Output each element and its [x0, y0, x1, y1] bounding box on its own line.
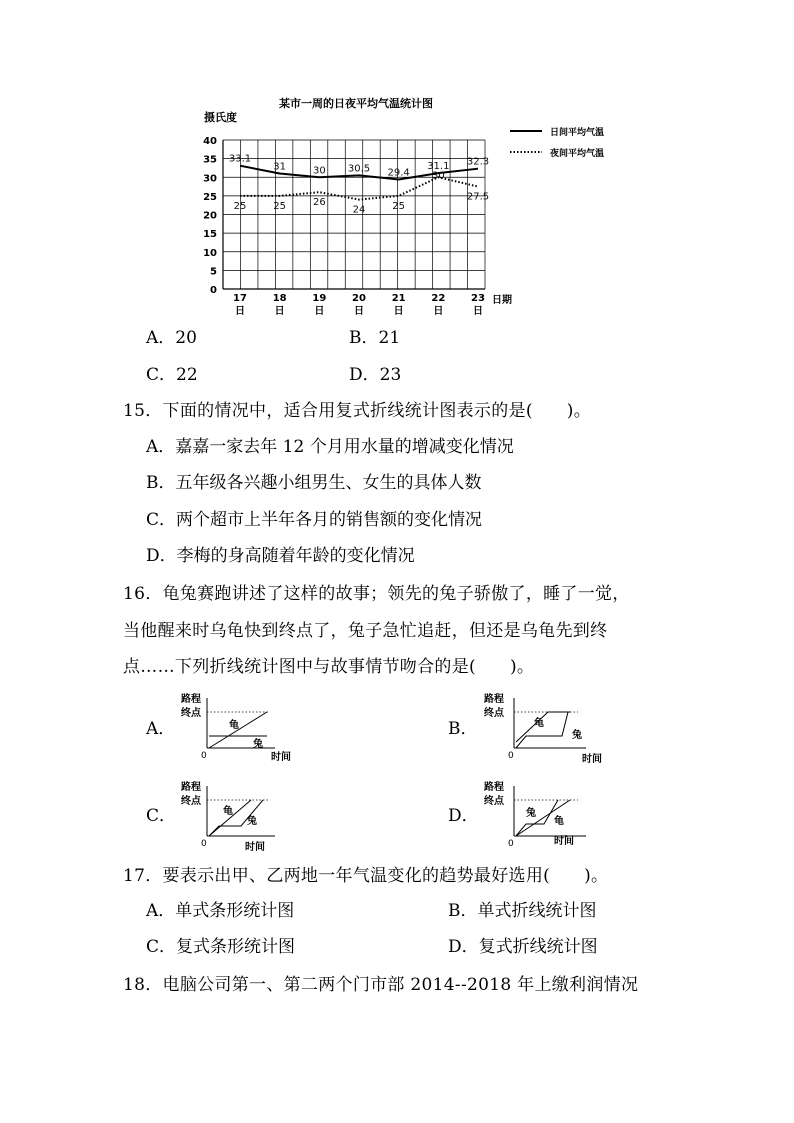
day-data-label: 29.4	[387, 167, 410, 179]
night-data-label: 25	[273, 200, 287, 212]
origin-label: 0	[508, 839, 514, 849]
x-tick-unit: 日	[393, 306, 404, 317]
tortoise-label: 龟	[554, 816, 564, 827]
q16-stem-line-1: 16．龟兔赛跑讲述了这样的故事；领先的兔子骄傲了，睡了一觉，	[123, 584, 630, 604]
rabbit-label: 兔	[572, 730, 582, 741]
q14-option-a[interactable]	[146, 328, 197, 348]
legend-day-label: 日间平均气温	[550, 128, 605, 138]
tortoise-label: 龟	[229, 720, 239, 731]
option-text: 21	[378, 328, 401, 348]
rabbit-label: 兔	[247, 816, 257, 827]
origin-label: 0	[508, 751, 514, 761]
option-text: 20	[175, 328, 197, 348]
option-letter: B．	[146, 473, 176, 493]
time-label: 时间	[582, 754, 602, 765]
option-letter: C．	[146, 365, 177, 385]
q15-option-d[interactable]	[146, 546, 415, 566]
rabbit-label: 兔	[253, 739, 263, 750]
day-data-label: 30	[312, 165, 326, 177]
x-tick-unit: 日	[274, 306, 285, 317]
x-tick-number: 17	[233, 293, 247, 304]
night-data-label: 25	[233, 200, 247, 212]
night-data-label: 30	[431, 170, 445, 182]
q17-stem	[123, 866, 608, 886]
temperature-line-chart	[195, 90, 605, 320]
distance-label: 路程	[181, 694, 201, 705]
q15-stem-suffix: )。	[566, 401, 591, 421]
q16-option-c-graph[interactable]	[175, 778, 285, 853]
q15-option-c[interactable]	[146, 510, 482, 530]
q15-option-a[interactable]	[146, 437, 514, 457]
y-tick-label: 40	[203, 136, 217, 147]
origin-label: 0	[201, 751, 207, 761]
q14-option-b[interactable]	[349, 328, 400, 348]
q17-option-c[interactable]	[146, 937, 295, 957]
option-letter: C．	[146, 510, 177, 530]
q16-option-a-letter[interactable]: A．	[146, 719, 176, 739]
day-data-label: 32.3	[466, 156, 490, 168]
finish-label: 终点	[181, 708, 201, 719]
x-tick-number: 22	[431, 293, 446, 304]
option-letter: C．	[146, 937, 177, 957]
option-letter: D．	[146, 546, 177, 566]
day-data-label: 31	[273, 161, 287, 173]
y-tick-label: 35	[203, 154, 217, 166]
x-tick-number: 18	[272, 293, 287, 304]
option-letter: A．	[146, 901, 176, 921]
distance-label: 路程	[484, 694, 504, 705]
q14-option-d[interactable]	[349, 365, 401, 385]
q15-option-b[interactable]	[146, 473, 482, 493]
option-letter: B．	[448, 901, 478, 921]
y-tick-labels	[203, 136, 217, 296]
q17-stem-prefix: 17．要表示出甲、乙两地一年气温变化的趋势最好选用(	[123, 866, 551, 886]
rabbit-label: 兔	[526, 808, 536, 819]
x-tick-labels	[233, 293, 485, 317]
option-letter: A．	[146, 437, 176, 457]
q16-option-d-letter[interactable]: D．	[448, 806, 479, 826]
x-tick-unit: 日	[235, 306, 245, 317]
night-data-label: 24	[352, 204, 366, 216]
day-data-label: 30.5	[347, 163, 371, 175]
option-text: 李梅的身高随着年龄的变化情况	[176, 546, 415, 566]
x-tick-unit: 日	[433, 306, 444, 317]
x-tick-number: 19	[312, 293, 327, 304]
y-tick-label: 10	[203, 247, 217, 259]
option-text: 复式折线统计图	[478, 937, 598, 957]
x-tick-unit: 日	[314, 306, 325, 317]
night-data-label: 26	[312, 197, 326, 209]
option-text: 五年级各兴趣小组男生、女生的具体人数	[175, 473, 482, 493]
y-tick-label: 5	[210, 266, 217, 278]
y-tick-label: 20	[203, 210, 217, 222]
distance-label: 路程	[484, 782, 504, 793]
option-letter: D．	[448, 937, 479, 957]
q16-option-a-graph[interactable]	[175, 690, 291, 765]
finish-label: 终点	[484, 708, 504, 719]
option-text: 单式折线统计图	[477, 901, 597, 921]
q17-stem-suffix: )。	[584, 866, 609, 886]
q16-stem-line-3	[123, 657, 534, 677]
time-label: 时间	[245, 842, 265, 853]
y-tick-label: 25	[203, 191, 217, 203]
y-tick-label: 15	[203, 229, 217, 241]
chart-title: 某市一周的日夜平均气温统计图	[279, 97, 433, 110]
option-text: 嘉嘉一家去年 12 个月用水量的增减变化情况	[175, 437, 514, 457]
finish-label: 终点	[181, 796, 201, 807]
finish-label: 终点	[484, 796, 504, 807]
legend-night-label: 夜间平均气温	[550, 149, 605, 159]
q16-stem-suffix: )。	[509, 657, 535, 677]
tortoise-label: 龟	[534, 718, 544, 729]
q16-option-b-graph[interactable]	[478, 690, 602, 765]
option-text: 23	[379, 365, 402, 385]
q17-option-b[interactable]	[448, 901, 597, 921]
day-data-label: 31.1	[427, 161, 450, 173]
q16-option-c-letter[interactable]: C．	[146, 806, 177, 826]
option-letter: B．	[349, 328, 379, 348]
option-text: 22	[176, 365, 198, 385]
x-tick-unit: 日	[354, 306, 364, 317]
option-text: 复式条形统计图	[176, 937, 296, 957]
x-tick-number: 21	[391, 293, 406, 304]
origin-label: 0	[201, 839, 207, 849]
option-text: 两个超市上半年各月的销售额的变化情况	[176, 510, 483, 530]
q18-stem: 18．电脑公司第一、第二两个门市部 2014--2018 年上缴利润情况	[123, 975, 639, 995]
q17-option-d[interactable]	[448, 937, 598, 957]
x-tick-unit: 日	[473, 306, 483, 317]
y-axis-label: 摄氏度	[204, 111, 237, 124]
option-text: 单式条形统计图	[175, 901, 295, 921]
option-letter: A．	[146, 328, 176, 348]
distance-label: 路程	[181, 782, 201, 793]
x-axis-label: 日期	[492, 295, 512, 306]
q17-option-a[interactable]	[146, 901, 294, 921]
time-label: 时间	[271, 752, 291, 763]
q14-option-c[interactable]	[146, 365, 198, 385]
q16-option-b-letter[interactable]: B．	[448, 719, 478, 739]
rabbit-line	[516, 800, 558, 836]
x-tick-number: 23	[471, 293, 485, 304]
q16-stem-prefix: 点……下列折线统计图中与故事情节吻合的是(	[123, 657, 476, 677]
x-tick-number: 20	[352, 293, 366, 304]
y-tick-label: 0	[210, 285, 217, 296]
night-data-label: 27.5	[466, 191, 490, 203]
option-letter: D．	[349, 365, 380, 385]
q16-stem-line-2: 当他醒来时乌龟快到终点了，兔子急忙追赶，但还是乌龟先到终	[123, 621, 608, 641]
tortoise-label: 龟	[223, 806, 233, 817]
q16-option-d-graph[interactable]	[478, 778, 598, 853]
night-data-label: 25	[392, 200, 406, 212]
y-tick-label: 30	[203, 173, 217, 185]
q15-stem-prefix: 15．下面的情况中，适合用复式折线统计图表示的是(	[123, 401, 533, 421]
day-data-label: 33.1	[228, 153, 252, 165]
chart-legend	[510, 126, 605, 159]
q15-stem	[123, 401, 591, 421]
time-label: 时间	[554, 836, 574, 847]
